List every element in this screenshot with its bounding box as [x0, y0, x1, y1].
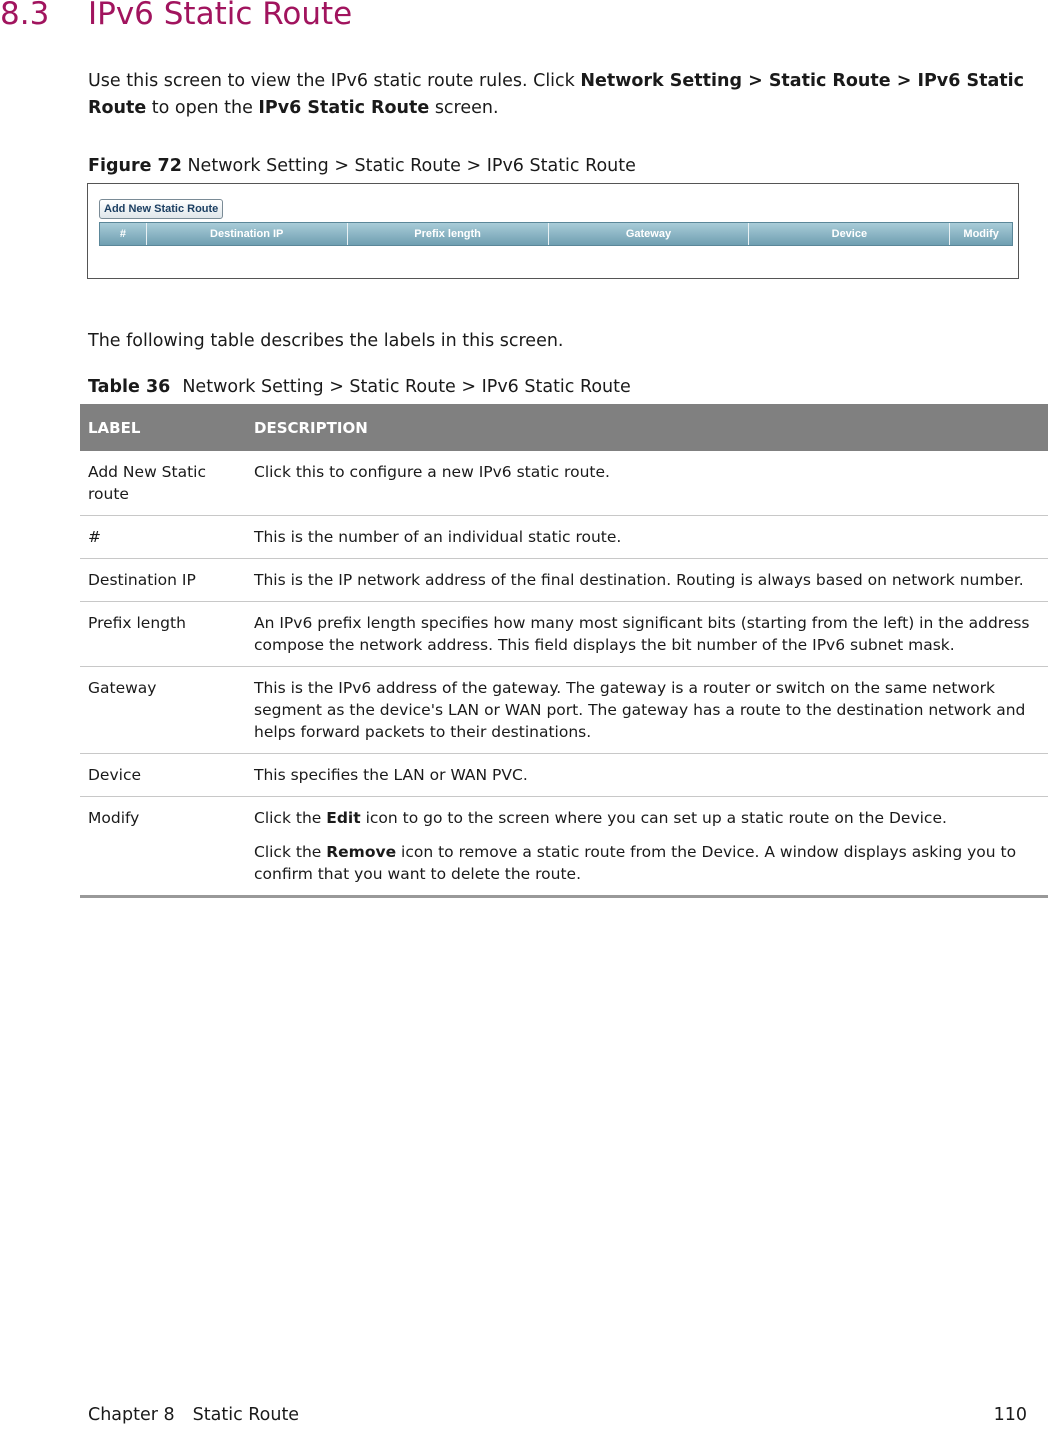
section-number: 8.3	[0, 0, 50, 32]
figure-caption	[88, 156, 636, 176]
column-header-destination-ip: Destination IP	[147, 223, 348, 245]
row-description: This specifies the LAN or WAN PVC.	[246, 754, 1048, 797]
intro-paragraph	[88, 68, 1038, 122]
column-header-modify: Modify	[963, 228, 999, 240]
chapter-title: Static Route	[192, 1405, 300, 1425]
page-number: 110	[993, 1405, 1027, 1425]
row-label: Destination IP	[80, 559, 246, 602]
table-row	[80, 516, 1048, 559]
table-header-row	[80, 404, 1048, 451]
table-intro-text: The following table describes the labels in this screen.	[88, 331, 564, 351]
column-header-number: #	[100, 223, 147, 245]
row-description: This is the number of an individual static route.	[246, 516, 1048, 559]
table-row	[80, 559, 1048, 602]
figure-label: Figure 72	[88, 156, 182, 176]
section-heading	[0, 0, 352, 32]
intro-menu-path: Network Setting > Static Route > IPv6 Static Route	[88, 71, 1025, 118]
table-row	[80, 754, 1048, 797]
header-description: DESCRIPTION	[246, 404, 1048, 451]
table-row	[80, 451, 1048, 516]
row-description: Click this to configure a new IPv6 static route.	[246, 451, 1048, 516]
intro-text: screen.	[429, 98, 499, 118]
column-header-device: Device	[749, 223, 950, 245]
row-label: Gateway	[80, 667, 246, 754]
page-footer-chapter	[88, 1405, 299, 1425]
row-label: Modify	[80, 797, 246, 897]
modify-edit-text: Click the Edit icon to go to the screen where you can set up a static route on the Device.	[254, 809, 947, 827]
route-table-header	[99, 222, 1013, 246]
column-header-prefix-length: Prefix length	[348, 223, 549, 245]
section-title: IPv6 Static Route	[88, 0, 353, 32]
figure-screenshot	[87, 183, 1019, 279]
table-row	[80, 602, 1048, 667]
row-description: This is the IPv6 address of the gateway. The gateway is a router or switch on the same network segment as the device's LAN or WAN port. The gateway has a route to the destination network and helps forward packets to their destinations.	[246, 667, 1048, 754]
label-description-table	[80, 404, 1048, 898]
column-header-gateway: Gateway	[549, 223, 750, 245]
figure-caption-text: Network Setting > Static Route > IPv6 Static Route	[187, 156, 636, 176]
row-label: #	[80, 516, 246, 559]
table-row	[80, 667, 1048, 754]
edit-term: Edit	[326, 809, 361, 827]
table-row	[80, 797, 1048, 897]
row-description	[246, 797, 1048, 897]
remove-term: Remove	[326, 843, 397, 861]
add-new-static-route-button[interactable]: Add New Static Route	[99, 199, 223, 219]
row-description: An IPv6 prefix length specifies how many most significant bits (starting from the left) in the address compose the network address. This field displays the bit number of the IPv6 subnet mask.	[246, 602, 1048, 667]
table-label: Table 36	[88, 377, 171, 397]
intro-screen-name: IPv6 Static Route	[258, 98, 430, 118]
row-label: Device	[80, 754, 246, 797]
row-description: This is the IP network address of the final destination. Routing is always based on network number.	[246, 559, 1048, 602]
table-caption-text: Network Setting > Static Route > IPv6 Static Route	[182, 377, 631, 397]
table-caption	[88, 377, 631, 397]
header-label: LABEL	[80, 404, 246, 451]
intro-text: Use this screen to view the IPv6 static route rules. Click	[88, 71, 581, 91]
modify-remove-text: Click the Remove icon to remove a static route from the Device. A window displays asking you to confirm that you want to delete the route.	[254, 843, 1017, 883]
chapter-number: Chapter 8	[88, 1405, 175, 1425]
intro-text: to open the	[146, 98, 259, 118]
row-label: Prefix length	[80, 602, 246, 667]
row-label: Add New Static route	[80, 451, 246, 516]
